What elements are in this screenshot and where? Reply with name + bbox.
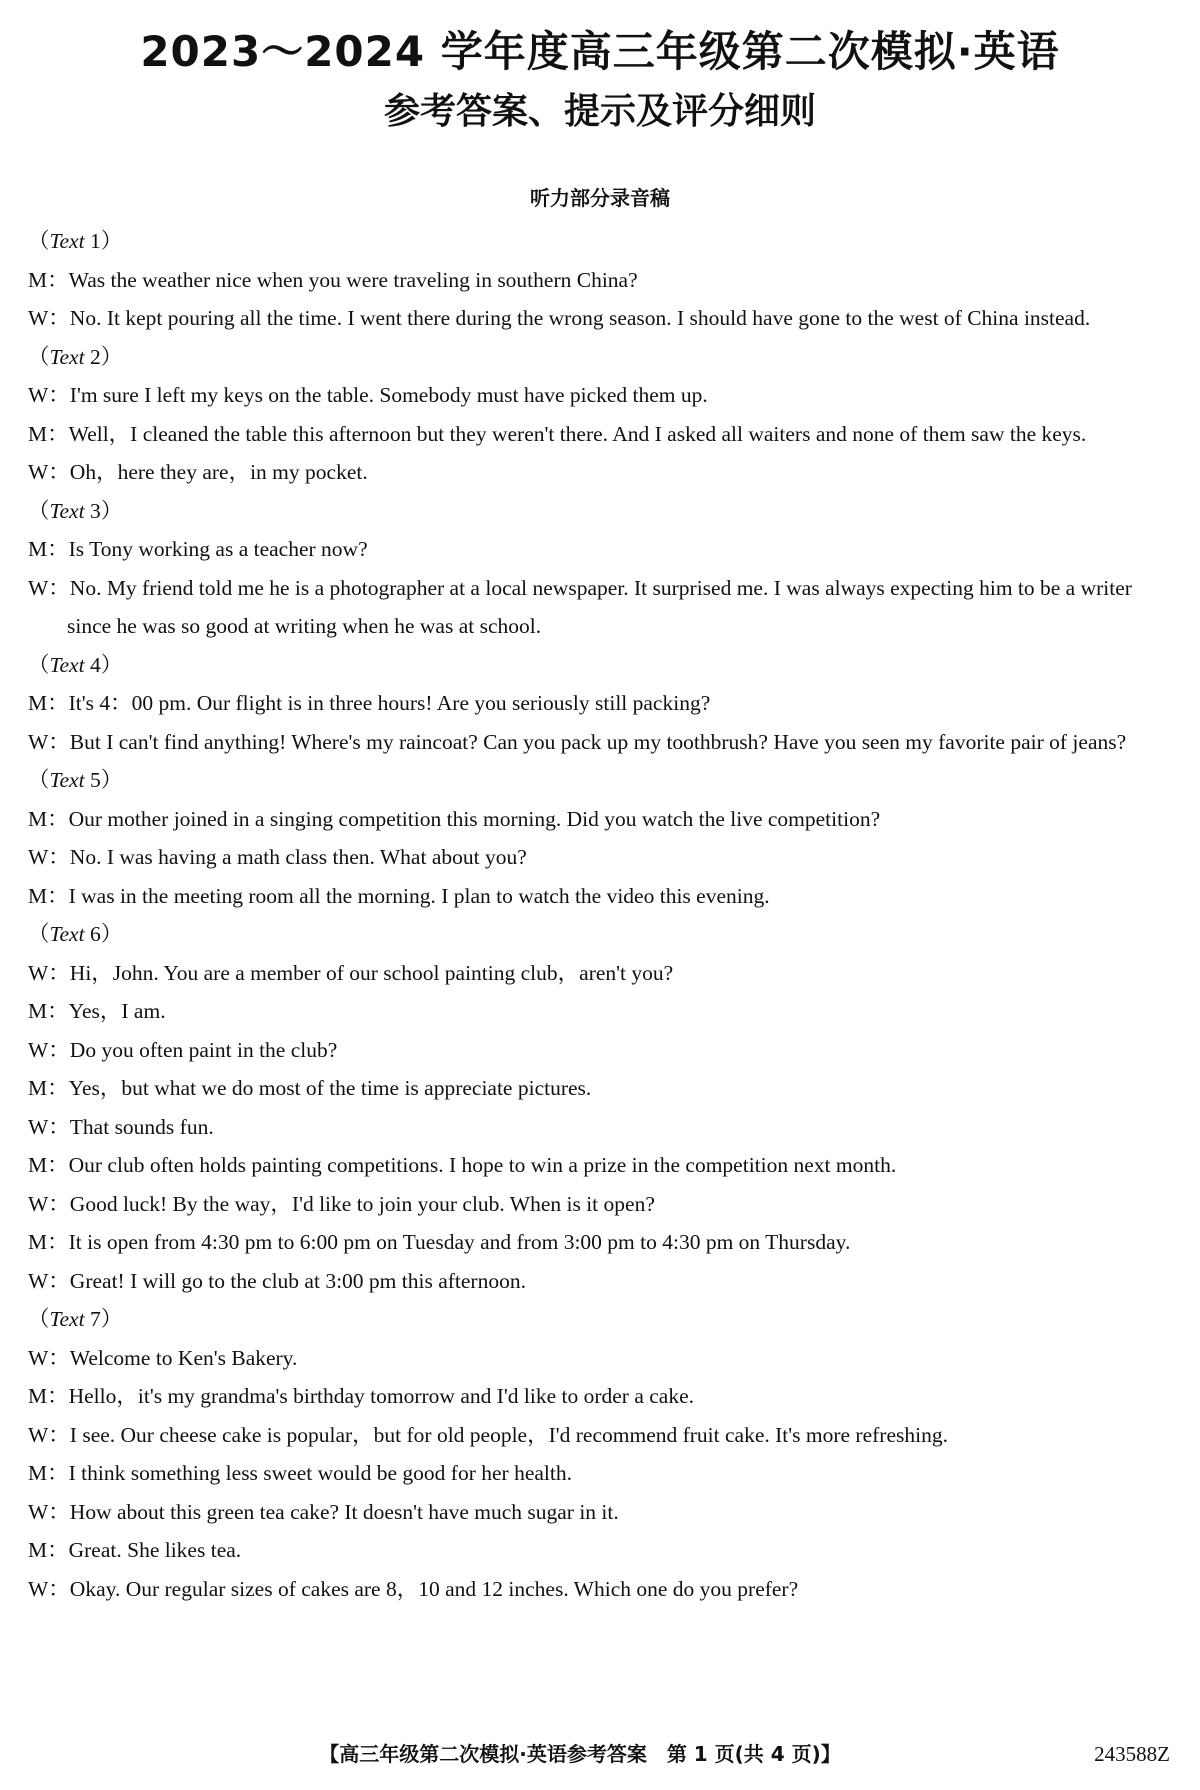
header-text-label: Text [49,229,85,253]
header-text-number: 5） [84,768,123,792]
header-text-number: 6） [84,922,123,946]
transcript-body [28,222,1178,1608]
header-open-paren: （ [28,1307,50,1331]
dialogue-line: W：How about this green tea cake? It doesn't have much sugar in it. [28,1499,619,1524]
dialogue-line: W：I'm sure I left my keys on the table. Somebody must have picked them up. [28,383,708,407]
dialogue-line: M：Our club often holds painting competitions. I hope to win a prize in the competition next month. [28,1153,897,1177]
dialogue-line: W：No. It kept pouring all the time. I went there during the wrong season. I should have gone to the west of China instead. [28,306,1091,330]
dialogue-line: M：It's 4：00 pm. Our flight is in three hours! Are you seriously still packing? [28,691,711,715]
dialogue-line: W：Good luck! By the way，I'd like to join your club. When is it open? [28,1191,655,1216]
header-open-paren: （ [28,652,50,677]
header-text-label: Text [49,652,85,677]
header-text-number: 2） [84,344,123,369]
dialogue-line: W：Welcome to Ken's Bakery. [28,1345,298,1370]
text-section-header [28,222,1178,261]
page-footer [0,1738,1200,1770]
header-open-paren: （ [28,344,50,369]
page-subtitle: 参考答案、提示及评分细则 [383,91,816,132]
dialogue-line: W：I see. Our cheese cake is popular，but for old people，I'd recommend fruit cake. It's more refreshing. [28,1422,948,1447]
dialogue-line: W：Do you often paint in the club? [28,1037,338,1062]
dialogue-line: M：Yes，but what we do most of the time is appreciate pictures. [28,1076,592,1100]
dialogue-line: M：Is Tony working as a teacher now? [28,537,368,561]
header-open-paren: （ [28,768,50,792]
header-text-number: 1） [84,229,123,253]
text-section-header [28,492,1178,531]
text-section-header [28,761,1178,800]
header-open-paren: （ [28,922,50,946]
dialogue-line: M：It is open from 4:30 pm to 6:00 pm on Tuesday and from 3:00 pm to 4:30 pm on Thursday. [28,1230,851,1254]
dialogue-line: M：Hello，it's my grandma's birthday tomorrow and I'd like to order a cake. [28,1384,695,1408]
text-section-header [28,1300,1178,1339]
header-text-label: Text [49,1307,85,1331]
dialogue-line: W：No. I was having a math class then. What about you? [28,845,527,869]
header-text-number: 4） [84,652,123,677]
dialogue-line: M：Was the weather nice when you were traveling in southern China? [28,267,638,292]
header-text-number: 7） [84,1307,123,1331]
header-open-paren: （ [28,498,50,523]
footer-page-info: 【高三年级第二次模拟·英语参考答案 第 1 页(共 4 页)】 [319,1742,841,1766]
text-section-header [28,915,1178,954]
dialogue-line: W：That sounds fun. [28,1114,214,1139]
dialogue-line: M：I was in the meeting room all the morning. I plan to watch the video this evening. [28,883,770,908]
text-section-header [28,646,1178,685]
text-section-header [28,338,1178,377]
header-text-label: Text [49,498,85,523]
dialogue-line: W：Oh，here they are，in my pocket. [28,460,368,484]
dialogue-line: M：Great. She likes tea. [28,1538,242,1562]
header-text-number: 3） [84,498,123,523]
page-title: 2023～2024 学年度高三年级第二次模拟·英语 [140,27,1060,76]
dialogue-line: M：Our mother joined in a singing competition this morning. Did you watch the live competition? [28,806,881,831]
dialogue-line: W：No. My friend told me he is a photographer at a local newspaper. It surprised me. I was always expecting him to be a writer since he was so good at writing when he was at school. [28,575,1132,638]
header-text-label: Text [49,768,85,792]
header-text-label: Text [49,922,85,946]
dialogue-line: M：Yes，I am. [28,999,166,1023]
dialogue-line: W：Hi，John. You are a member of our school painting club，aren't you? [28,960,674,985]
dialogue-line: W：Okay. Our regular sizes of cakes are 8，10 and 12 inches. Which one do you prefer? [28,1576,799,1601]
header-open-paren: （ [28,229,50,253]
dialogue-line: M：Well，I cleaned the table this afternoon but they weren't there. And I asked all waiters and none of them saw the keys. [28,421,1087,446]
header-text-label: Text [49,344,85,369]
dialogue-line: W：But I can't find anything! Where's my raincoat? Can you pack up my toothbrush? Have you seen my favorite pair of jeans? [28,729,1127,754]
dialogue-line: M：I think something less sweet would be good for her health. [28,1461,572,1485]
footer-code: 243588Z [1094,1742,1170,1766]
section-title: 听力部分录音稿 [530,186,670,210]
dialogue-line: W：Great! I will go to the club at 3:00 pm this afternoon. [28,1268,526,1293]
